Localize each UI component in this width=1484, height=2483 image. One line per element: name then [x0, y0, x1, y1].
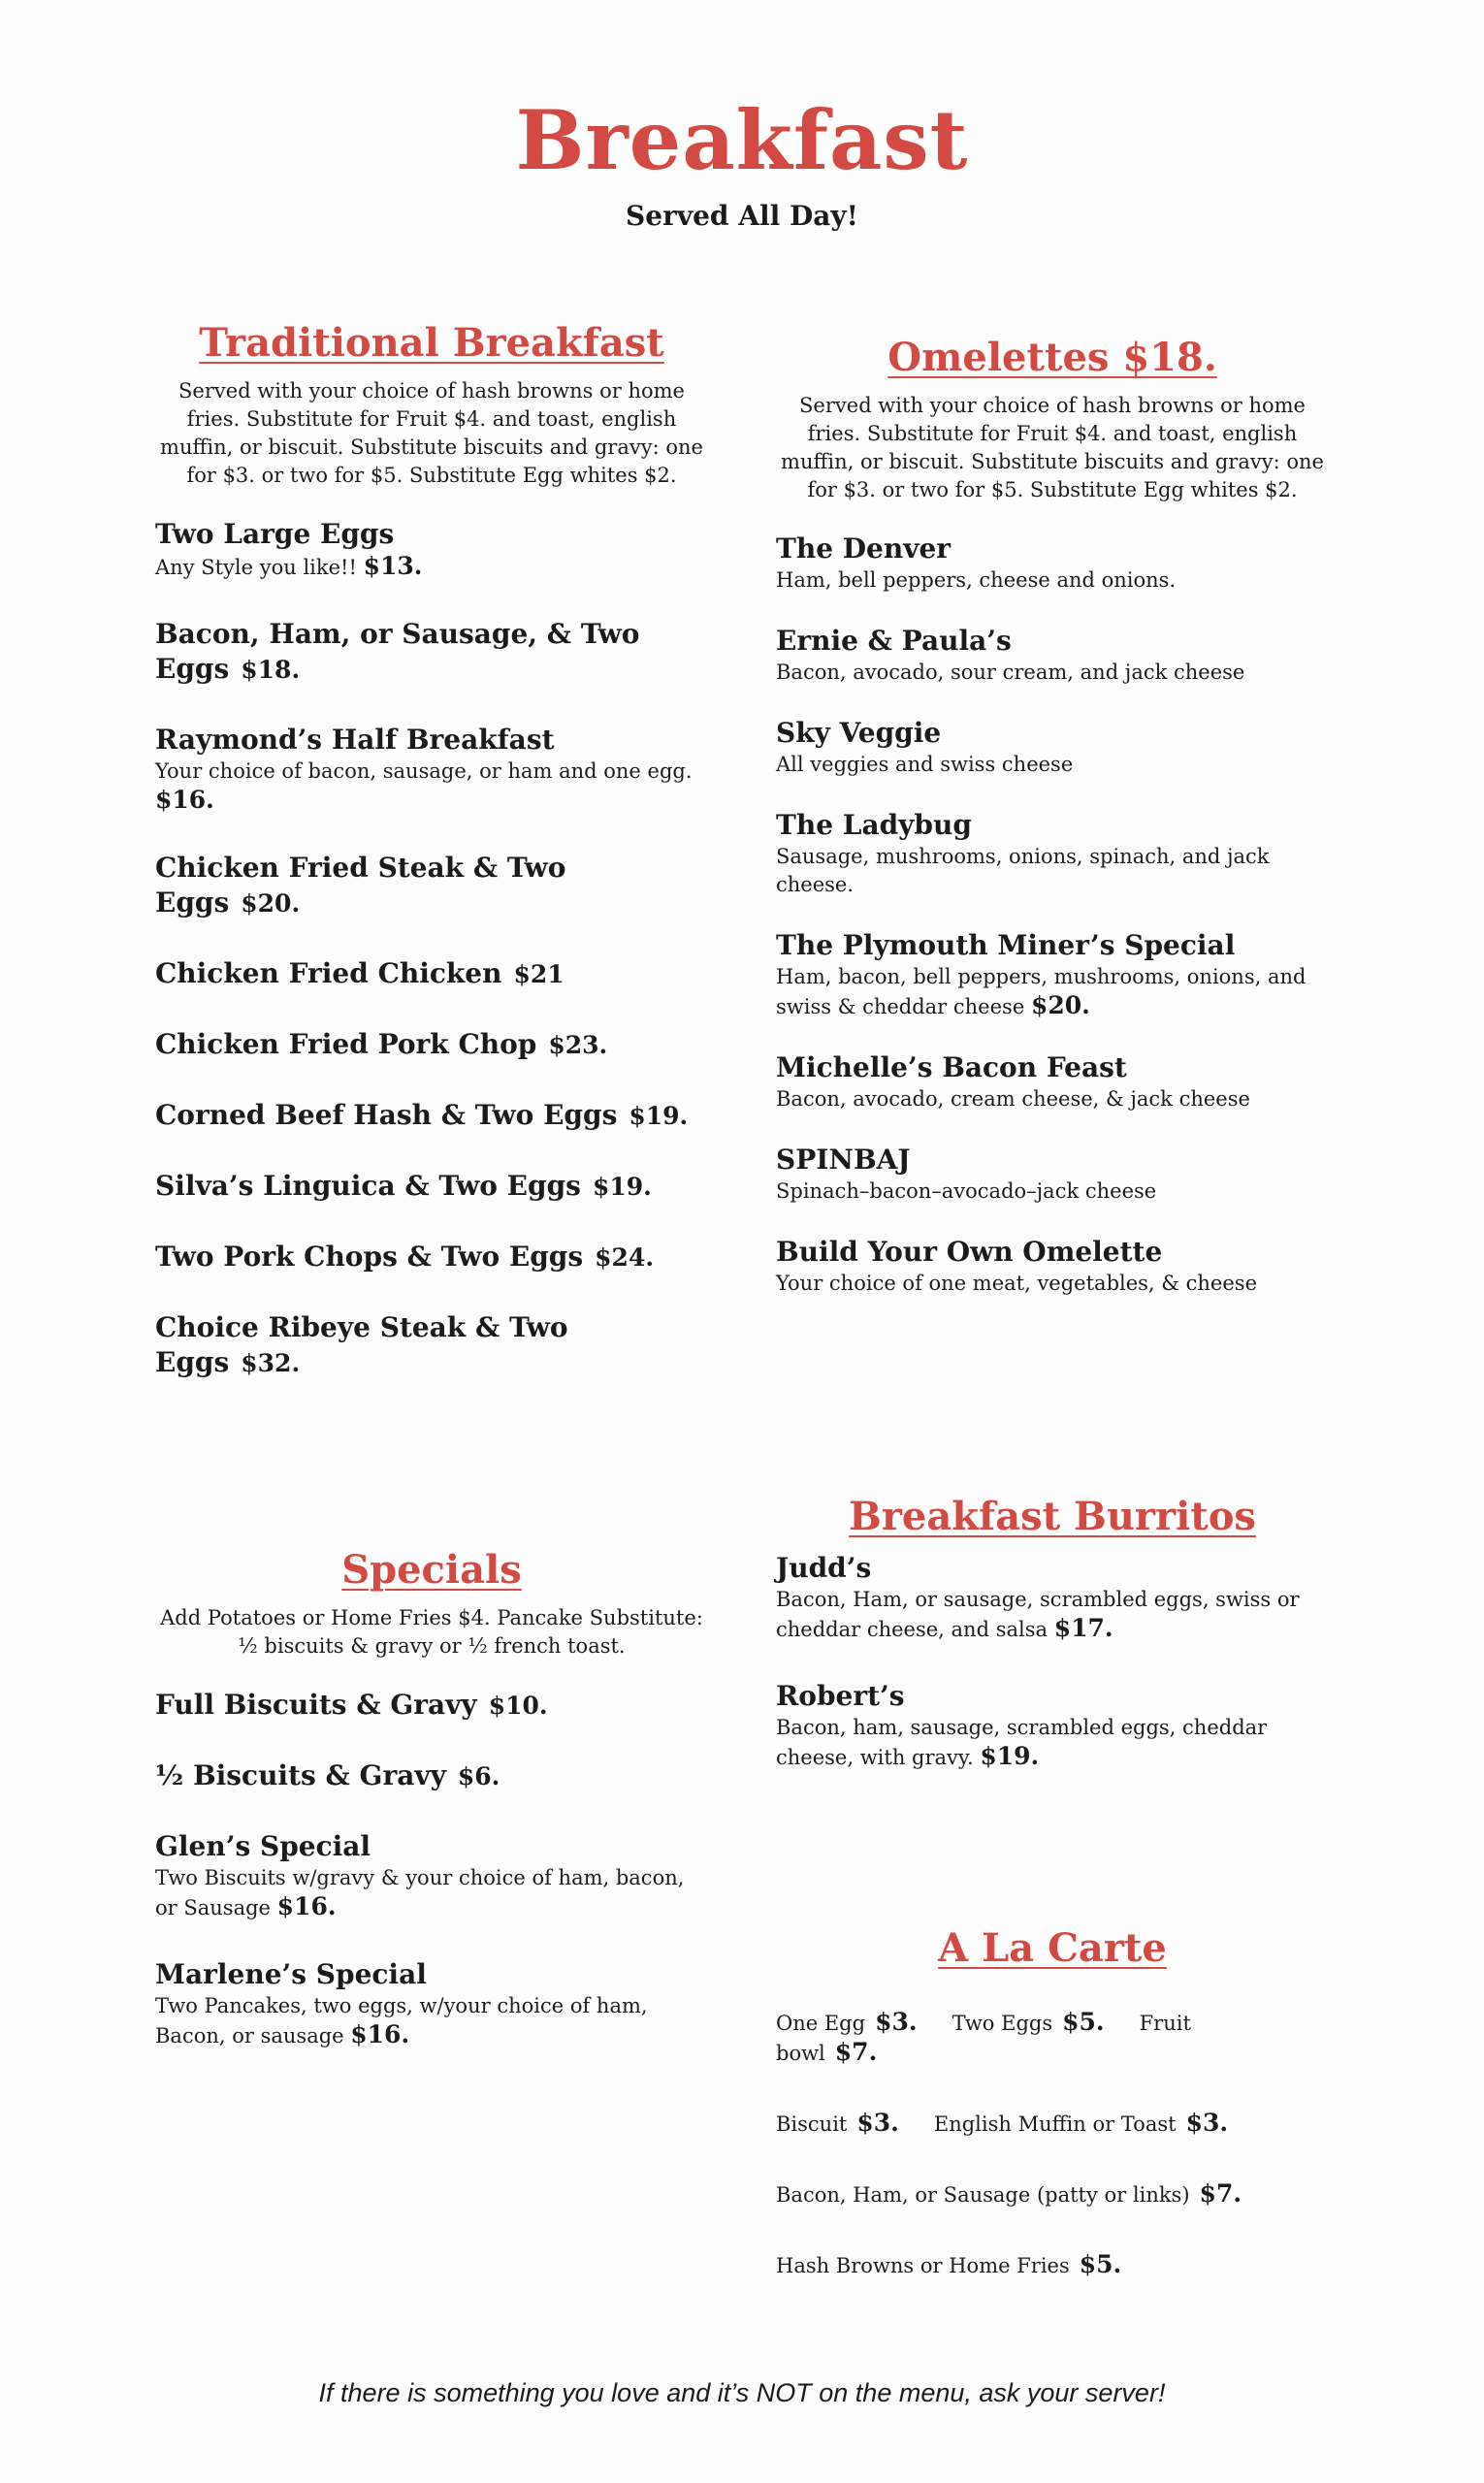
a-la-carte-name: Hash Browns or Home Fries: [776, 2254, 1070, 2277]
a-la-carte-section: [776, 1925, 1329, 2321]
item-name: Chicken Fried Pork Chop $23.: [155, 1028, 608, 1060]
a-la-carte-item: [776, 2109, 917, 2137]
a-la-carte-price: $3.: [875, 2008, 918, 2036]
item-price: $19.: [592, 1173, 652, 1201]
item-description-text: All veggies and swiss cheese: [776, 753, 1074, 776]
a-la-carte-name: Biscuit: [776, 2112, 848, 2136]
menu-item: [776, 808, 1329, 899]
a-la-carte-name: Two Eggs: [952, 2012, 1053, 2035]
item-name: Judd’s: [776, 1552, 872, 1584]
a-la-carte-item: [776, 2008, 935, 2036]
item-name: Choice Ribeye Steak & Two Eggs $32.: [155, 1311, 568, 1378]
menu-item: [155, 1098, 708, 1134]
traditional-breakfast-section: [155, 320, 708, 1416]
item-description: [776, 566, 1329, 595]
item-price: $18.: [241, 656, 301, 684]
item-price: $20.: [1030, 991, 1090, 1019]
omelettes-section: [776, 335, 1329, 1327]
a-la-carte-row: [776, 2179, 1329, 2209]
item-name: The Denver: [776, 532, 952, 564]
item-name: Raymond’s Half Breakfast: [155, 724, 555, 756]
page-title: Breakfast: [515, 92, 969, 188]
item-description-text: Bacon, avocado, cream cheese, & jack cheese: [776, 1087, 1250, 1111]
menu-item: [776, 1679, 1329, 1772]
item-description: [776, 1586, 1329, 1644]
menu-item: [155, 517, 708, 582]
item-description: [155, 552, 708, 582]
a-la-carte-row: [776, 2250, 1329, 2280]
item-price: $21: [513, 960, 565, 988]
item-price: $6.: [457, 1762, 500, 1790]
item-description-text: Spinach–bacon–avocado–jack cheese: [776, 1179, 1157, 1203]
item-name: SPINBAJ: [776, 1144, 911, 1176]
section-title: Specials: [341, 1547, 522, 1593]
item-description: [155, 1864, 708, 1922]
item-name: Michelle’s Bacon Feast: [776, 1051, 1127, 1083]
item-description-text: Two Pancakes, two eggs, w/your choice of ham, Bacon, or sausage: [155, 1994, 648, 2048]
item-name: Chicken Fried Chicken $21: [155, 957, 565, 989]
a-la-carte-price: $7.: [834, 2038, 878, 2066]
menu-items: [155, 517, 708, 1381]
menu-item: [776, 716, 1329, 779]
menu-item: [155, 1688, 708, 1724]
item-price: $24.: [595, 1243, 655, 1272]
item-description-text: Your choice of bacon, sausage, or ham and one egg.: [155, 759, 693, 783]
menu-item: [155, 1310, 708, 1381]
section-title: A La Carte: [938, 1925, 1167, 1971]
item-price: $16.: [155, 786, 214, 814]
section-note: Add Potatoes or Home Fries $4. Pancake Substitute: ½ biscuits & gravy or ½ french toast.: [160, 1606, 703, 1658]
menu-item: [776, 928, 1329, 1021]
item-name: Sky Veggie: [776, 717, 942, 749]
item-description-text: Ham, bell peppers, cheese and onions.: [776, 568, 1177, 592]
item-description-text: Bacon, ham, sausage, scrambled eggs, cheddar cheese, with gravy.: [776, 1716, 1268, 1769]
item-price: $13.: [363, 552, 423, 580]
item-name: Bacon, Ham, or Sausage, & Two Eggs $18.: [155, 618, 640, 685]
menu-item: [776, 624, 1329, 687]
section-note: Served with your choice of hash browns or home fries. Substitute for Fruit $4. and toast, english muffin, or biscuit. Substitute biscuits and gravy: one for $3. or two for $5. Substitute Egg whites $2.: [160, 379, 703, 487]
a-la-carte-item: [952, 2008, 1122, 2036]
item-name: Marlene’s Special: [155, 1958, 427, 1990]
menu-item: [155, 723, 708, 816]
a-la-carte-row: [776, 2008, 1329, 2068]
burritos-section: [776, 1494, 1329, 1807]
item-price: $10.: [488, 1692, 548, 1720]
a-la-carte-price: $3.: [856, 2109, 899, 2137]
a-la-carte-item: [933, 2109, 1245, 2137]
a-la-carte-item: [776, 2250, 1139, 2278]
item-description: [155, 1992, 708, 2050]
a-la-carte-item: [776, 2179, 1259, 2208]
menu-items: [155, 1688, 708, 2050]
item-name: The Ladybug: [776, 809, 972, 841]
item-description: [776, 963, 1329, 1021]
item-price: $17.: [1053, 1614, 1113, 1642]
section-title: Breakfast Burritos: [849, 1494, 1256, 1539]
a-la-carte-name: One Egg: [776, 2012, 866, 2035]
item-description: [776, 1714, 1329, 1772]
item-name: Ernie & Paula’s: [776, 625, 1012, 657]
menu-item: [155, 1829, 708, 1922]
item-price: $19.: [980, 1742, 1040, 1770]
menu-item: [776, 1235, 1329, 1298]
item-description: [776, 1270, 1329, 1298]
section-note: Served with your choice of hash browns or home fries. Substitute for Fruit $4. and toast, english muffin, or biscuit. Substitute biscuits and gravy: one for $3. or two for $5. Substitute Egg whites $2.: [781, 394, 1324, 501]
item-description: [776, 1177, 1329, 1206]
item-description-text: Your choice of one meat, vegetables, & cheese: [776, 1272, 1257, 1295]
item-description-text: Ham, bacon, bell peppers, mushrooms, onions, and swiss & cheddar cheese: [776, 965, 1307, 1018]
item-name: Full Biscuits & Gravy $10.: [155, 1689, 548, 1721]
item-description-text: Bacon, Ham, or sausage, scrambled eggs, swiss or cheddar cheese, and salsa: [776, 1588, 1300, 1641]
a-la-carte-price: $5.: [1062, 2008, 1105, 2036]
item-price: $16.: [350, 2020, 410, 2048]
item-price: $32.: [241, 1349, 301, 1377]
item-description-text: Sausage, mushrooms, onions, spinach, and jack cheese.: [776, 845, 1270, 896]
menu-item: [155, 851, 708, 921]
item-name: Silva’s Linguica & Two Eggs $19.: [155, 1170, 652, 1202]
item-name: Corned Beef Hash & Two Eggs $19.: [155, 1099, 689, 1131]
a-la-carte-price: $5.: [1079, 2250, 1122, 2278]
a-la-carte-row: [776, 2109, 1329, 2139]
item-name: Two Large Eggs: [155, 518, 395, 550]
item-name: Two Pork Chops & Two Eggs $24.: [155, 1241, 655, 1273]
item-name: The Plymouth Miner’s Special: [776, 929, 1236, 961]
menu-item: [776, 1050, 1329, 1113]
menu-item: [155, 1240, 708, 1275]
item-description-text: Two Biscuits w/gravy & your choice of ham, bacon, or Sausage: [155, 1866, 685, 1919]
item-description: [155, 758, 708, 816]
item-name: Build Your Own Omelette: [776, 1236, 1163, 1268]
a-la-carte-name: Bacon, Ham, or Sausage (patty or links): [776, 2183, 1190, 2207]
item-price: $23.: [548, 1031, 608, 1059]
menu-item: [155, 1169, 708, 1205]
section-title: Traditional Breakfast: [199, 320, 664, 366]
menu-item: [155, 956, 708, 992]
item-description: [776, 843, 1329, 899]
item-description: [776, 751, 1329, 779]
item-price: $16.: [276, 1892, 337, 1920]
item-description: [776, 659, 1329, 687]
menu-item: [155, 1957, 708, 2050]
page-subtitle: Served All Day!: [626, 200, 858, 232]
item-name: Chicken Fried Steak & Two Eggs $20.: [155, 852, 566, 919]
a-la-carte-name: Fruit bowl: [776, 2012, 1191, 2065]
a-la-carte-name: English Muffin or Toast: [933, 2112, 1177, 2136]
item-name: ½ Biscuits & Gravy $6.: [155, 1759, 500, 1791]
menu-item: [776, 1551, 1329, 1644]
item-name: Robert’s: [776, 1680, 905, 1712]
footer-note: If there is something you love and it’s NOT on the menu, ask your server!: [318, 2378, 1166, 2407]
menu-item: [776, 1143, 1329, 1206]
menu-item: [155, 1758, 708, 1794]
menu-item: [155, 1027, 708, 1063]
specials-section: [155, 1547, 708, 2085]
menu-items: [776, 1551, 1329, 1772]
a-la-carte-price: $3.: [1185, 2109, 1229, 2137]
item-description-text: Any Style you like!!: [155, 556, 357, 579]
menu-item: [155, 617, 708, 688]
item-description: [776, 1085, 1329, 1113]
item-price: $20.: [241, 889, 301, 918]
menu-item: [776, 532, 1329, 595]
item-name: Glen’s Special: [155, 1830, 371, 1862]
section-title: Omelettes $18.: [887, 335, 1217, 380]
menu-items: [776, 532, 1329, 1298]
a-la-carte-price: $7.: [1199, 2179, 1242, 2208]
item-description-text: Bacon, avocado, sour cream, and jack cheese: [776, 661, 1245, 684]
item-price: $19.: [629, 1102, 689, 1130]
